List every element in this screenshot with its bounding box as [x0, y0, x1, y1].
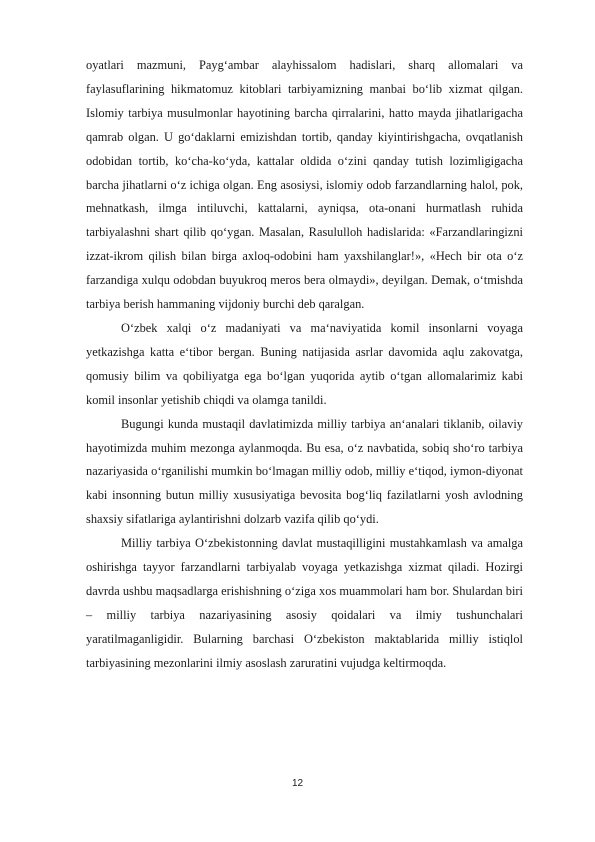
paragraph-2: O‘zbek xalqi o‘z madaniyati va ma‘naviyatida komil insonlarni voyaga yetkazishga katta e‘tibor bergan. Buning natijasida asrlar davomida aqlu zakovatga, qomusiy bilim va qobiliyatga ega bo‘lgan yuqorida aytib o‘tgan allomalarimiz kabi komil insonlar yetishib chiqdi va olamga tanildi.: [86, 320, 523, 407]
paragraph-1: oyatlari mazmuni, Payg‘ambar alayhissalom hadislari, sharq allomalari va faylasuflarining hikmatomuz kitoblari tarbiyamizning manbai bo‘lib xizmat qilgan. Islomiy tarbiya musulmonlar hayotining barcha qirralarini, hatto mayda jihatlarigacha qamrab olgan. U go‘daklarni emizishdan tortib, qanday kiyintirishgacha, ovqatlanish odobidan tortib, ko‘cha-ko‘yda, kattalar oldida o‘zini qanday tutish lozimligigacha barcha jihatlarni o‘z ichiga olgan. Eng asosiysi, islomiy odob farzandlarning halol, pok, mehnatkash, ilmga intiluvchi, kattalarni, ayniqsa, ota-onani hurmatlash ruhida tarbiyalashni shart qilib qo‘ygan. Masalan, Rasululloh hadislarida: «Farzandlaringizni izzat-ikrom qilish bilan birga axloq-odobini ham yaxshilanglar!», «Hech bir ota o‘z farzandiga xulqu odobdan buyukroq meros bera olmaydi», deyilgan. Demak, o‘tmishda tarbiya berish hammaning vijdoniy burchi deb qaralgan.: [86, 58, 523, 312]
paragraph-4: Milliy tarbiya O‘zbekistonning davlat mustaqilligini mustahkamlash va amalga oshirishga tayyor farzandlarni tarbiyalab voyaga yetkazishga xizmat qiladi. Hozirgi davrda ushbu maqsadlarga erishishning o‘ziga xos muammolari ham bor. Shulardan biri – milliy tarbiya nazariyasining asosiy qoidalari va ilmiy tushunchalari yaratilmaganligidir. Bularning barchasi O‘zbekiston maktablarida milliy istiqlol tarbiyasining mezonlarini ilmiy asoslash zaruratini vujudga keltirmoqda.: [86, 536, 523, 670]
page-number: 12: [291, 778, 304, 789]
body-text: [86, 54, 523, 676]
paragraph-3: Bugungi kunda mustaqil davlatimizda milliy tarbiya an‘analari tiklanib, oilaviy hayotimizda muhim mezonga aylanmoqda. Bu esa, o‘z navbatida, sobiq sho‘ro tarbiya nazariyasida o‘rganilishi mumkin bo‘lmagan milliy odob, milliy e‘tiqod, iymon-diyonat kabi insonning butun milliy xususiyatiga bevosita bog‘liq fazilatlarni yosh avlodning shaxsiy sifatlariga aylantirishni dolzarb vazifa qilib qo‘ydi.: [86, 416, 523, 527]
